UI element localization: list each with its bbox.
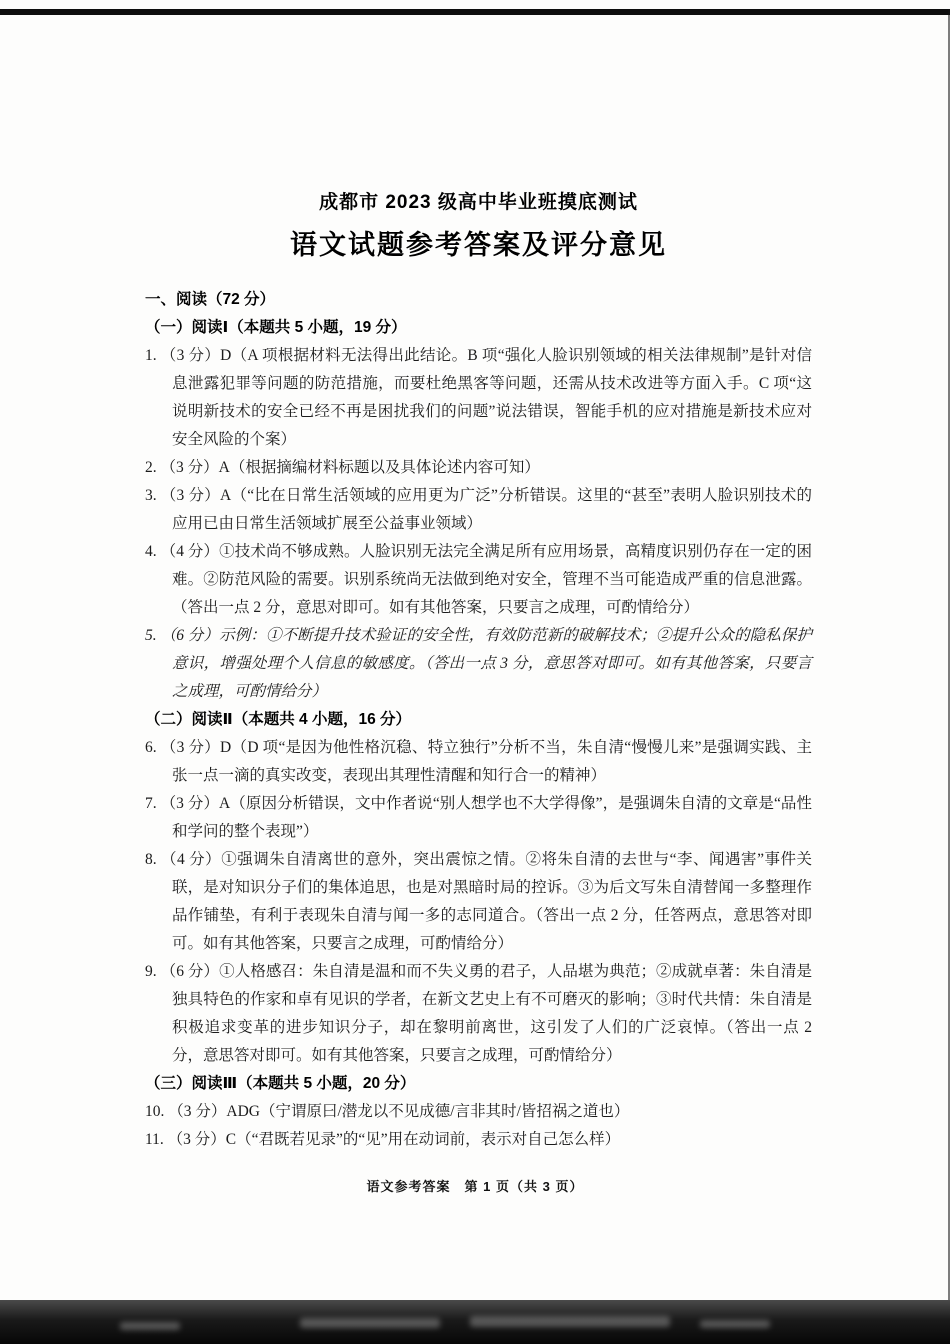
answer-item-11: 11. （3 分）C（“君既若见录”的“见”用在动词前，表示对自己怎么样） — [145, 1131, 621, 1148]
answer-item-2: 2. （3 分）A（根据摘编材料标题以及具体论述内容可知） — [145, 459, 540, 476]
answer-item-8: 8. （4 分）①强调朱自清离世的意外，突出震惊之情。②将朱自清的去世与“李、闻遇害”事件关联，是对知识分子们的集体追思，也是对黑暗时局的控诉。③为后文写朱自清替闻一多整理作品作铺垫，有利于表现朱自清与闻一多的志同道合。（答出一点 2 分，任答两点，意思答对即可。如有其他答案，只要言之成理，可酌情给分） — [145, 851, 812, 952]
answer-item-4: 4. （4 分）①技术尚不够成熟。人脸识别无法完全满足所有应用场景，高精度识别仍存在一定的困难。②防范风险的需要。识别系统尚无法做到绝对安全，管理不当可能造成严重的信息泄露。（答出一点 2 分，意思对即可。如有其他答案，只要言之成理，可酌情给分） — [145, 543, 812, 616]
answer-item-6: 6. （3 分）D（D 项“是因为他性格沉稳、特立独行”分析不当，朱自清“慢慢儿来”是强调实践、主张一点一滴的真实改变，表现出其理性清醒和知行合一的精神） — [145, 739, 812, 784]
answer-item-9: 9. （6 分）①人格感召：朱自清是温和而不失义勇的君子，人品堪为典范；②成就卓著：朱自清是独具特色的作家和卓有见识的学者，在新文艺史上有不可磨灭的影响；③时代共情：朱自清是积极追求变革的进步知识分子，却在黎明前离世，这引发了人们的广泛哀悼。（答出一点 2 分，意思答对即可。如有其他答案，只要言之成理，可酌情给分） — [145, 963, 812, 1064]
scan-smudge — [120, 1322, 180, 1330]
section-heading-reading: 一、阅读（72 分） — [145, 291, 276, 308]
answer-item-1: 1. （3 分）D（A 项根据材料无法得出此结论。B 项“强化人脸识别领域的相关法律规制”是针对信息泄露犯罪等问题的防范措施，而要杜绝黑客等问题，还需从技术改进等方面入手。C 项“这说明新技术的安全已经不再是困扰我们的问题”说法错误，智能手机的应对措施是新技术应对安全风险的个案） — [145, 347, 812, 448]
subsection-heading-reading-1: （一）阅读Ⅰ（本题共 5 小题，19 分） — [145, 319, 407, 336]
answer-item-3: 3. （3 分）A（“比在日常生活领域的应用更为广泛”分析错误。这里的“甚至”表明人脸识别技术的应用已由日常生活领域扩展至公益事业领域） — [145, 487, 812, 532]
scan-border-bottom — [0, 1300, 950, 1344]
answer-item-5: 5. （6 分）示例：①不断提升技术验证的安全性，有效防范新的破解技术；②提升公众的隐私保护意识，增强处理个人信息的敏感度。（答出一点 3 分，意思答对即可。如有其他答案，只要言之成理，可酌情给分） — [145, 627, 812, 700]
document-title: 成都市 2023 级高中毕业班摸底测试 — [319, 192, 638, 213]
document-subtitle: 语文试题参考答案及评分意见 — [290, 230, 667, 260]
page-footer: 语文参考答案 第 1 页（共 3 页） — [366, 1179, 584, 1194]
scan-smudge — [470, 1316, 670, 1327]
scan-smudge — [300, 1318, 440, 1328]
answers-content — [145, 286, 812, 1154]
answer-item-10: 10. （3 分）ADG（宁谓原曰/潜龙以不见成德/言非其时/皆招祸之道也） — [145, 1103, 630, 1120]
scan-smudge — [700, 1320, 770, 1328]
answer-item-7: 7. （3 分）A（原因分析错误，文中作者说“别人想学也不大学得像”，是强调朱自清的文章是“品性和学问的整个表现”） — [145, 795, 812, 840]
subsection-heading-reading-2: （二）阅读Ⅱ（本题共 4 小题，16 分） — [145, 711, 411, 728]
subsection-heading-reading-3: （三）阅读Ⅲ（本题共 5 小题，20 分） — [145, 1075, 416, 1092]
